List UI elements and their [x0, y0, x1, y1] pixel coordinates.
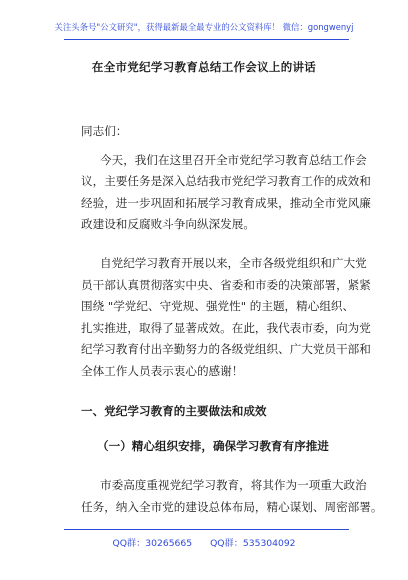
salutation: 同志们：	[81, 124, 128, 138]
paragraph-1-line: 经验，进一步巩固和拓展学习教育成果，推动全市党风廉	[81, 196, 371, 210]
paragraph-1-line: 议，主要任务是深入总结我市党纪学习教育工作的成效和	[81, 174, 371, 188]
paragraph-1-line: 政建设和反腐败斗争向纵深发展。	[81, 217, 255, 231]
document-title: 在全市党纪学习教育总结工作会议上的讲话	[91, 60, 317, 74]
header-divider	[64, 39, 349, 40]
qq-group-1: QQ群：30265665	[112, 538, 193, 549]
paragraph-2-line: 围绕 "学党纪、守党规、强党性" 的主题，精心组织、	[81, 299, 355, 313]
paragraph-1-line: 今天，我们在这里召开全市党纪学习教育总结工作会	[100, 153, 367, 167]
footer-divider	[64, 529, 349, 530]
paragraph-2-line: 员干部认真贯彻落实中央、省委和市委的决策部署，紧紧	[81, 278, 371, 292]
header-note: 关注头条号"公文研究"，获得最新最全最专业的公文资料库！ 微信：gongwenyj	[54, 22, 354, 32]
paragraph-2-line: 纪学习教育付出辛勤努力的各级党组织、广大党员干部和	[81, 342, 371, 356]
qq-group-2: QQ群：535304092	[210, 538, 296, 549]
section-heading: 一、党纪学习教育的主要做法和成效	[81, 404, 267, 418]
footer	[0, 535, 408, 549]
paragraph-2-line: 自党纪学习教育开展以来，全市各级党组织和广大党	[100, 256, 367, 270]
paragraph-2-line: 全体工作人员表示衷心的感谢！	[81, 364, 244, 378]
subsection-heading: （一）精心组织安排，确保学习教育有序推进	[97, 439, 329, 453]
section-body-line: 市委高度重视党纪学习教育，将其作为一项重大政治	[100, 478, 367, 492]
paragraph-2-line: 扎实推进，取得了显著成效。在此，我代表市委，向为党	[81, 321, 371, 335]
section-body-line: 任务，纳入全市党的建设总体布局，精心谋划、周密部署。	[81, 500, 383, 514]
